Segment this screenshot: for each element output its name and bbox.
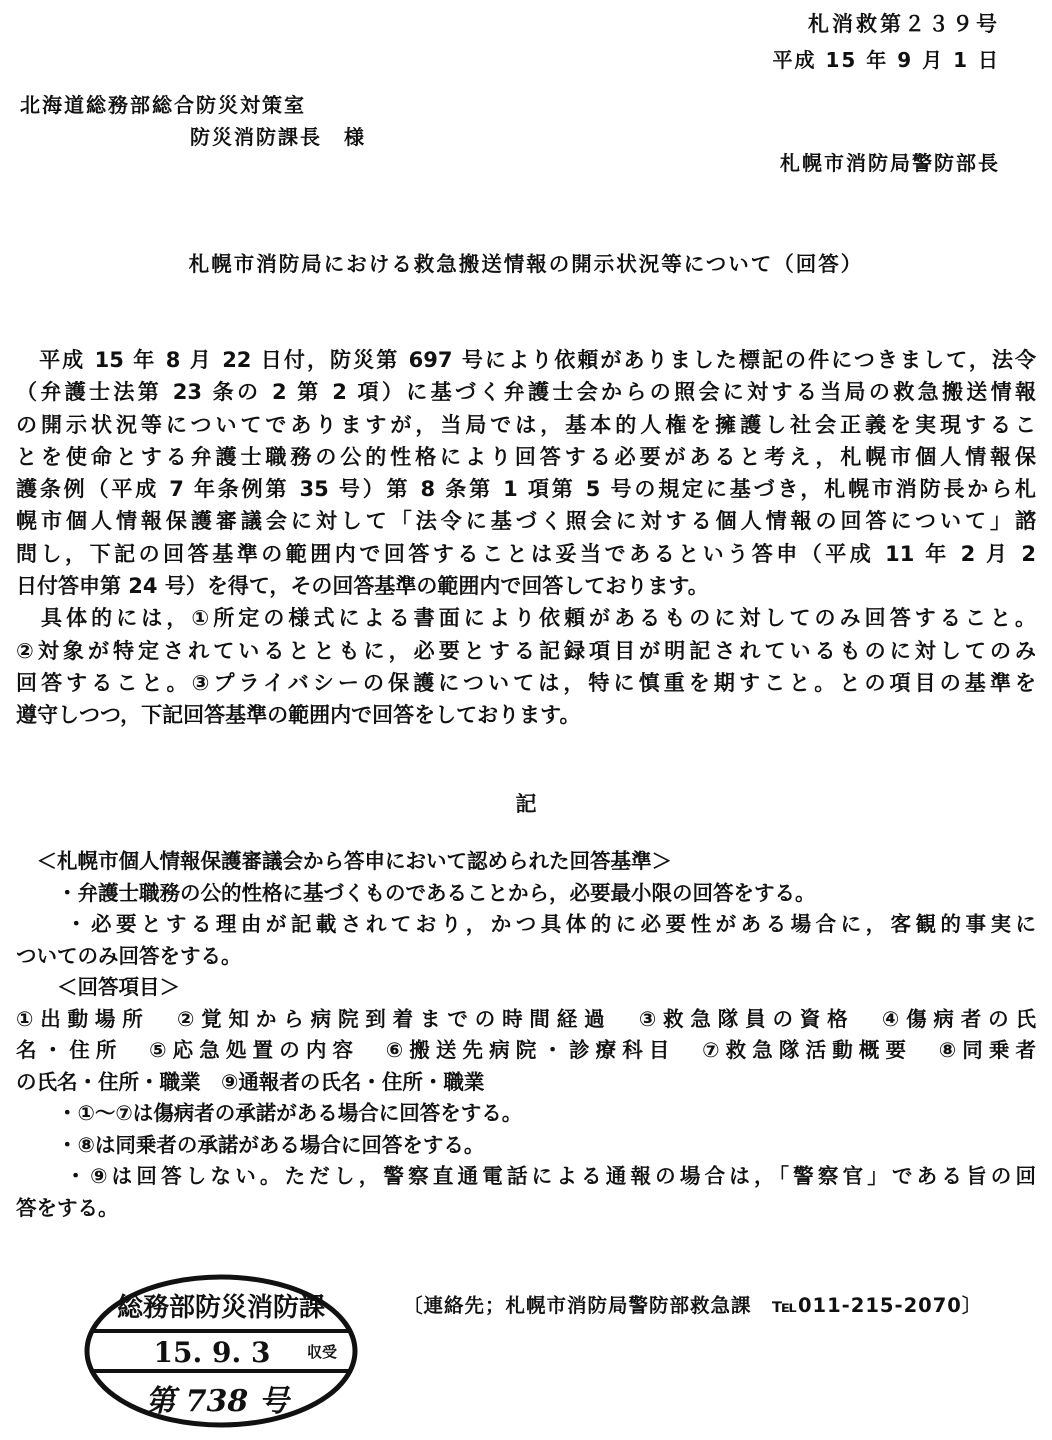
body-line: とを使命とする弁護士職務の公的性格により回答する必要があると考え，札幌市個人情報保 — [16, 444, 1036, 469]
body-line: 幌市個人情報保護審議会に対して「法令に基づく照会に対する個人情報の回答について」諮 — [16, 509, 1036, 534]
criteria-note: 答をする。 — [16, 1195, 119, 1220]
sender: 札幌市消防局警防部長 — [780, 151, 1000, 175]
body-line: ②対象が特定されているとともに，必要とする記録項目が明記されているものに対してのみ — [16, 638, 1036, 663]
body-line: （弁護士法第 23 条の 2 第 2 項）に基づく弁護士会からの照会に対する当局の救急搬送情報 — [16, 380, 1036, 405]
criteria-item: ついてのみ回答をする。 — [16, 943, 242, 968]
addressee-title: 防災消防課長 様 — [190, 125, 366, 149]
body-line: 護条例（平成 7 年条例第 35 号）第 8 条第 1 項第 5 号の規定に基づき，札幌市消防長から札 — [16, 477, 1036, 502]
stamp-number: 第 738 号 — [145, 1384, 289, 1419]
criteria-item: ・必要とする理由が記載されており，かつ具体的に必要性がある場合に，客観的事実に — [16, 912, 1036, 936]
ki-heading: 記 — [515, 792, 537, 816]
body-line: 遵守しつつ，下記回答基準の範囲内で回答をしております。 — [16, 703, 581, 728]
answer-item: の氏名・住所・職業 ⑨通報者の氏名・住所・職業 — [16, 1069, 485, 1094]
body-line: 回答すること。③プライバシーの保護については，特に慎重を期すこと。との項目の基準を — [16, 670, 1036, 695]
stamp-department: 総務部防災消防課 — [116, 1293, 326, 1323]
criteria-note: ・①～⑦は傷病者の承諾がある場合に回答をする。 — [16, 1101, 523, 1125]
criteria-heading: ＜札幌市個人情報保護審議会から答申において認められた回答基準＞ — [16, 849, 672, 873]
criteria-item: ・弁護士職務の公的性格に基づくものであることから，必要最小限の回答をする。 — [16, 880, 816, 905]
criteria-note: ・⑨は回答しない。ただし，警察直通電話による通報の場合は，「警察官」である旨の回 — [16, 1164, 1036, 1188]
document-number: 札消救第２３９号 — [808, 12, 1000, 36]
body-text — [16, 344, 1036, 732]
criteria-note: ・⑧は同乗者の承諾がある場合に回答をする。 — [16, 1132, 485, 1157]
body-line: の開示状況等についてでありますが，当局では，基本的人権を擁護し社会正義を実現するこ — [16, 412, 1036, 437]
answer-item: ①出動場所 ②覚知から病院到着までの時間経過 ③救急隊員の資格 ④傷病者の氏 — [16, 1006, 1036, 1031]
body-line: 平成 15 年 8 月 22 日付，防災第 697 号により依頼がありました標記の件につきまして，法令 — [16, 348, 1036, 372]
answer-items-heading: ＜回答項目＞ — [16, 975, 180, 999]
addressee-office: 北海道総務部総合防災対策室 — [20, 93, 306, 117]
stamp-received: 収受 — [306, 1343, 338, 1361]
answer-item: 名・住所 ⑤応急処置の内容 ⑥搬送先病院・診療科目 ⑦救急隊活動概要 ⑧同乗者 — [16, 1038, 1036, 1062]
received-stamp — [82, 1271, 360, 1431]
document-date: 平成 15 年 9 月 1 日 — [772, 48, 1000, 72]
criteria-section — [16, 846, 1036, 1224]
contact-info: 〔連絡先；札幌市消防局警防部救急課 ℡011-215-2070〕 — [403, 1294, 983, 1317]
document-title: 札幌市消防局における救急搬送情報の開示状況等について（回答） — [188, 252, 864, 276]
stamp-date: 15. 9. 3 — [153, 1336, 271, 1369]
body-line: 問し，下記の回答基準の範囲内で回答することは妥当であるという答申（平成 11 年 2 月 2 — [16, 541, 1036, 566]
body-line: 日付答申第 24 号）を得て，その回答基準の範囲内で回答しております。 — [16, 574, 709, 599]
body-line: 具体的には，①所定の様式による書面により依頼があるものに対してのみ回答すること。 — [16, 606, 1036, 631]
